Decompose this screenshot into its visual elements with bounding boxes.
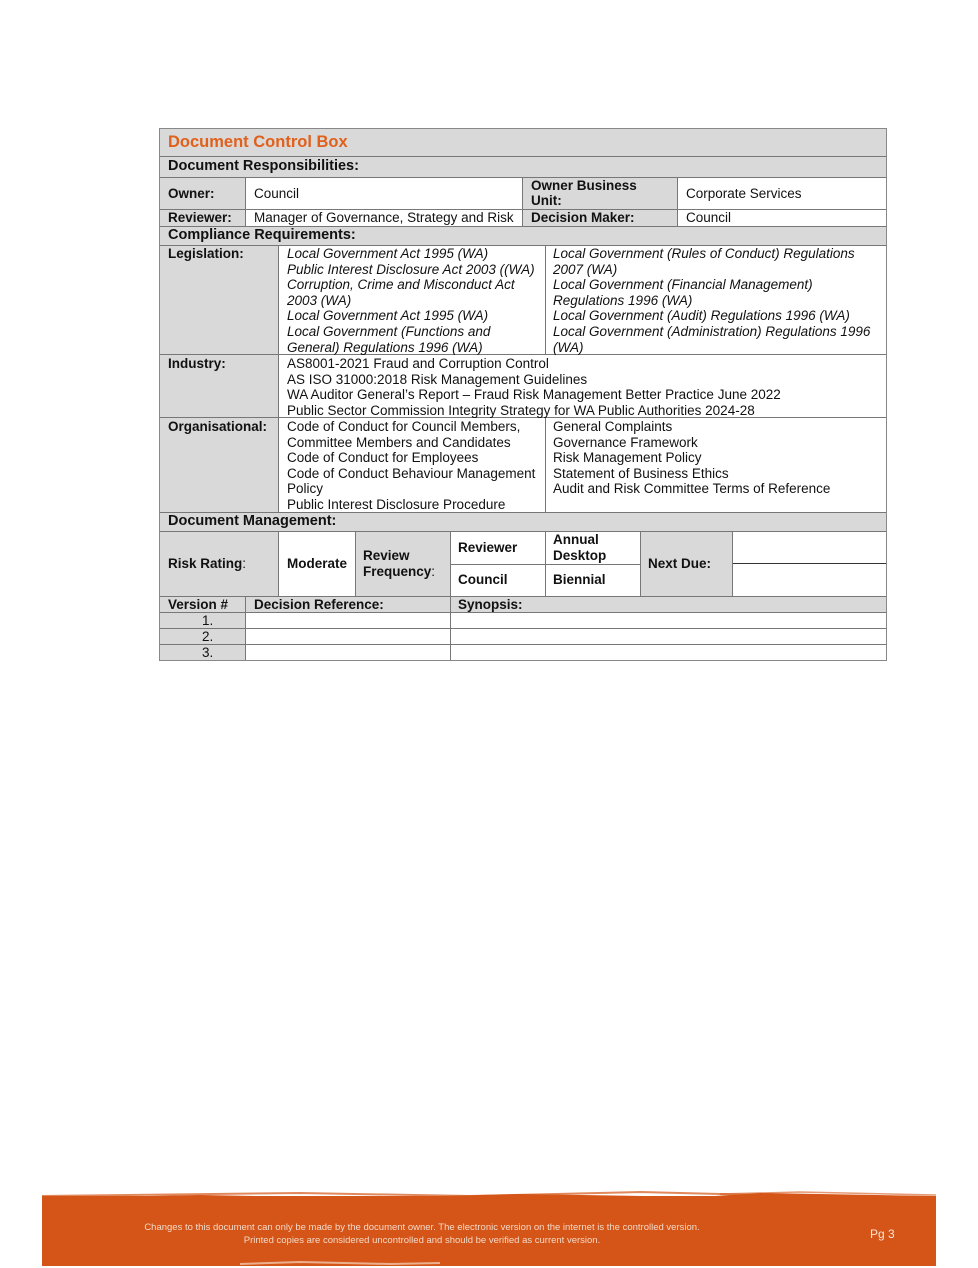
legislation-item: 2003 (WA) [287, 292, 352, 308]
legislation-item: Regulations 1996 (WA) [553, 292, 693, 308]
owner-label: Owner: [168, 186, 215, 201]
reviewer-value: Manager of Governance, Strategy and Risk [254, 210, 514, 225]
rule [160, 156, 886, 157]
responsibilities-heading: Document Responsibilities: [168, 158, 359, 174]
next-due-label: Next Due: [648, 556, 712, 571]
industry-item: Public Sector Commission Integrity Strategy for WA Public Authorities 2024-28 [287, 402, 755, 418]
rule [278, 245, 279, 512]
rule [160, 531, 886, 532]
legislation-item: Local Government (Rules of Conduct) Regulations [553, 246, 855, 261]
legislation-label-bg [160, 246, 278, 354]
owner-value: Council [254, 186, 300, 201]
review-frequency-label-line1: Review [363, 548, 410, 563]
review-frequency-colon: : [431, 564, 436, 579]
organisational-item: Governance Framework [553, 434, 698, 450]
page-number: Pg 3 [870, 1227, 895, 1241]
legislation-item: Corruption, Crime and Misconduct Act [287, 277, 515, 293]
version-column-header: Version # [168, 597, 229, 612]
rule [278, 531, 279, 596]
rule [545, 417, 546, 512]
organisational-item: Code of Conduct Behaviour Management [287, 465, 536, 481]
management-heading: Document Management: [168, 513, 337, 529]
version-number: 3. [202, 645, 214, 660]
organisational-item: Audit and Risk Committee Terms of Reference [553, 481, 831, 497]
organisational-item: Risk Management Policy [553, 450, 702, 466]
organisational-list-left [287, 419, 535, 513]
version-number: 1. [202, 613, 214, 628]
organisational-item: Public Interest Disclosure Procedure [287, 496, 506, 512]
rule [245, 596, 246, 660]
council-role: Council [458, 572, 508, 587]
legislation-list-left [287, 246, 535, 355]
rule [732, 531, 733, 596]
risk-rating-value: Moderate [287, 556, 348, 571]
review-frequency-text: Frequency [363, 564, 432, 579]
rule [732, 563, 886, 564]
owner-business-unit-label-line2: Unit: [531, 193, 562, 208]
reviewer-frequency-line2: Desktop [553, 548, 607, 563]
legislation-item: 2007 (WA) [553, 261, 618, 277]
rule [545, 245, 546, 354]
organisational-item: Code of Conduct for Council Members, [287, 419, 521, 434]
rule [355, 531, 356, 596]
legislation-item: (WA) [553, 339, 584, 355]
legislation-list-right [553, 246, 870, 355]
organisational-item: Committee Members and Candidates [287, 434, 511, 450]
organisational-list-right [553, 419, 830, 497]
organisational-item: Code of Conduct for Employees [287, 450, 479, 466]
legislation-item: Local Government Act 1995 (WA) [287, 246, 489, 261]
owner-business-unit-label-line1: Owner Business [531, 178, 637, 193]
reviewer-label: Reviewer: [168, 210, 232, 225]
risk-rating-label [168, 556, 246, 572]
industry-item: AS ISO 31000:2018 Risk Management Guidelines [287, 371, 588, 387]
legislation-item: Local Government (Functions and [287, 323, 491, 339]
rule [545, 531, 546, 596]
rule [245, 177, 246, 226]
synopsis-column-header: Synopsis: [458, 597, 523, 612]
legislation-label: Legislation: [168, 246, 244, 261]
owner-business-unit-value: Corporate Services [686, 186, 802, 201]
document-control-title: Document Control Box [168, 133, 348, 151]
industry-list [287, 356, 781, 418]
council-frequency: Biennial [553, 572, 606, 587]
organisational-item: Statement of Business Ethics [553, 465, 729, 481]
rule [522, 177, 523, 226]
industry-item: WA Auditor General’s Report – Fraud Risk Management Better Practice June 2022 [287, 387, 781, 403]
reviewer-frequency-line1: Annual [553, 532, 599, 547]
legislation-item: General) Regulations 1996 (WA) [287, 339, 483, 355]
decision-maker-label: Decision Maker: [531, 210, 635, 225]
footer-notice-line2: Printed copies are considered uncontrolled and should be verified as current version. [243, 1235, 601, 1246]
version-number: 2. [202, 629, 214, 644]
rule [450, 531, 451, 660]
rule [160, 644, 886, 645]
decision-reference-column-header: Decision Reference: [254, 597, 384, 612]
footer-notice [42, 1221, 802, 1247]
industry-label: Industry: [168, 356, 226, 371]
decision-maker-value: Council [686, 210, 732, 225]
risk-rating-colon: : [242, 556, 247, 571]
reviewer-role: Reviewer [458, 540, 518, 555]
organisational-item: Policy [287, 481, 324, 497]
legislation-item: Local Government (Audit) Regulations 1996 (WA) [553, 308, 850, 324]
rule [160, 628, 886, 629]
rule [160, 177, 886, 178]
organisational-item: General Complaints [553, 419, 673, 434]
organisational-label: Organisational: [168, 419, 268, 434]
legislation-item: Local Government (Financial Management) [553, 277, 813, 293]
footer-notice-line1: Changes to this document can only be made by the document owner. The electronic version on the internet is the controlled version. [144, 1222, 700, 1233]
footer-brush-bottom [240, 1258, 440, 1268]
compliance-heading: Compliance Requirements: [168, 227, 356, 243]
legislation-item: Public Interest Disclosure Act 2003 ((WA) [287, 261, 535, 277]
industry-item: AS8001-2021 Fraud and Corruption Control [287, 356, 549, 371]
legislation-item: Local Government Act 1995 (WA) [287, 308, 489, 324]
legislation-item: Local Government (Administration) Regulations 1996 [553, 323, 871, 339]
review-frequency-label-line2 [363, 564, 435, 580]
risk-rating-label-text: Risk Rating [168, 556, 243, 571]
rule [677, 177, 678, 226]
rule [640, 531, 641, 596]
